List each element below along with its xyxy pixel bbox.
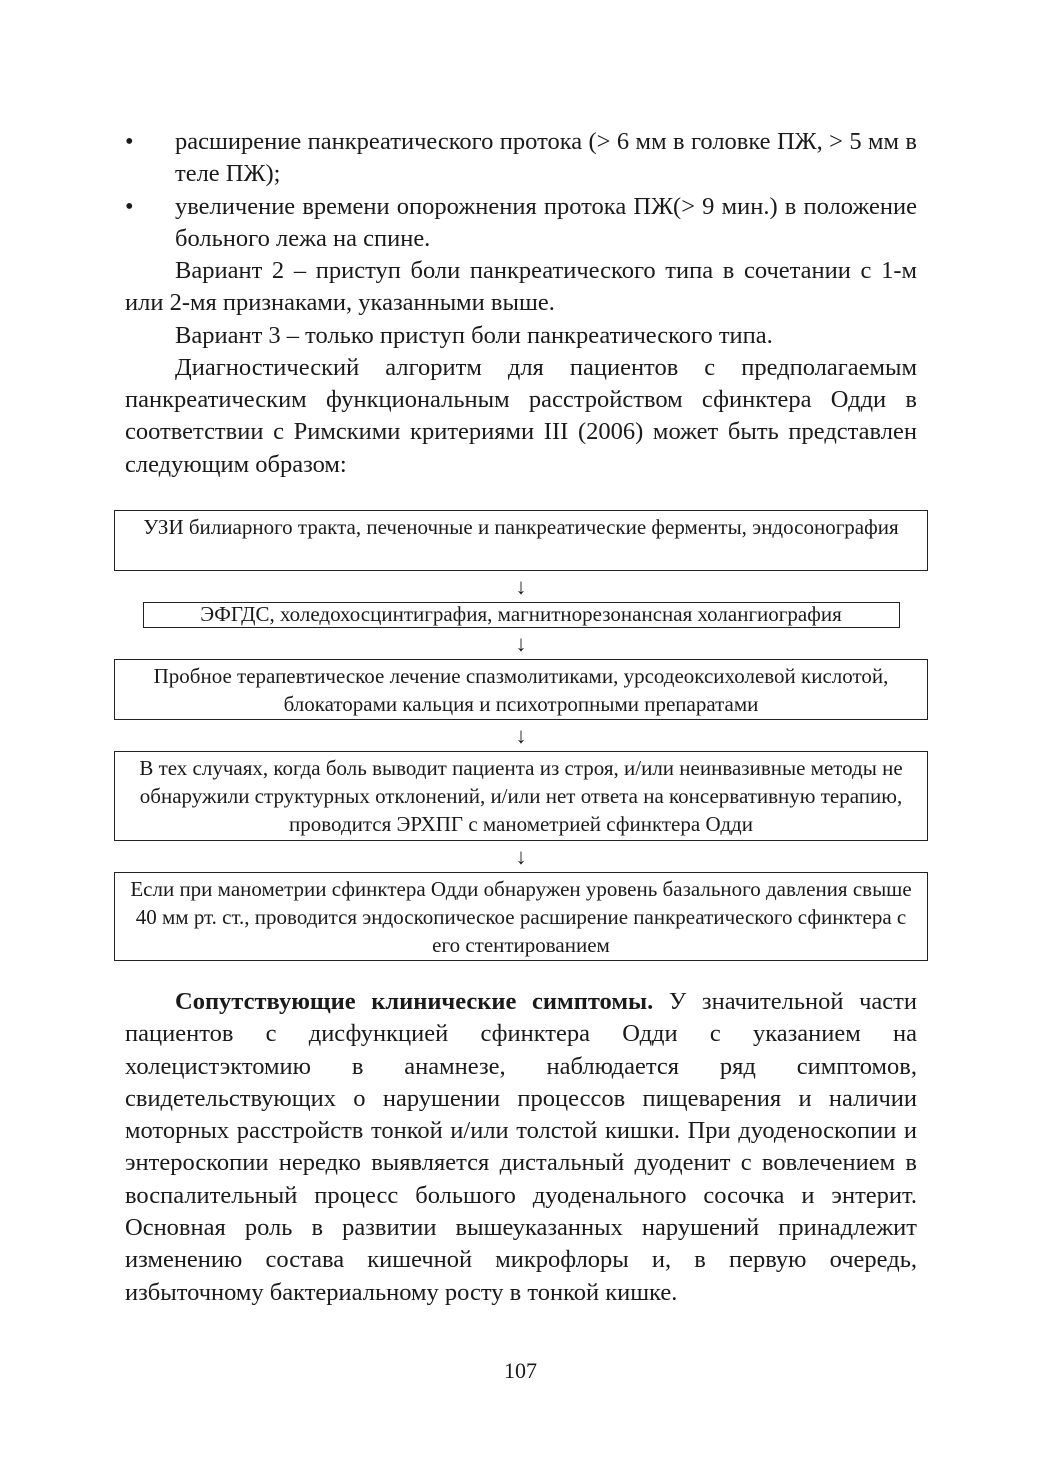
section-body: У значительной части пациентов с дисфункцией сфинктера Одди с указанием на холецистэктомию в анамнезе, наблюдается ряд симптомов, свидетельствующих о нарушении процессов пищеварения и наличии моторных расстройств тонкой и/или толстой кишки. При дуоденоскопии и энтероскопии нередко выявляется дистальный дуоденит с вовлечением в воспалительный процесс большого дуоденального сосочка и энтерит. Основная роль в развитии вышеуказанных нарушений принадлежит изменению состава кишечной микрофлоры и, в первую очередь, избыточному бактериальному росту в тонкой кишке.	[125, 988, 917, 1306]
criteria-bullet-list	[125, 126, 917, 255]
down-arrow-icon: ↓	[515, 723, 527, 748]
down-arrow-icon: ↓	[515, 631, 527, 656]
paragraph-algorithm-intro: Диагностический алгоритм для пациентов с предполагаемым панкреатическим функциональным расстройством сфинктера Одди в соответствии с Римскими критериями III (2006) может быть представлен следующим образом:	[125, 353, 917, 478]
bullet-item-emptying-time	[125, 191, 917, 256]
bullet-text: расширение панкреатического протока (> 6 мм в головке ПЖ, > 5 мм в теле ПЖ);	[175, 128, 917, 188]
bullet-item-duct-dilation	[125, 126, 917, 191]
down-arrow-icon: ↓	[515, 844, 527, 869]
down-arrow-icon: ↓	[515, 574, 527, 599]
page-number: 107	[504, 1358, 537, 1383]
diagnostic-flowchart	[114, 510, 928, 961]
bullet-icon: •	[125, 192, 134, 220]
paragraph-variant-2: Вариант 2 – приступ боли панкреатического типа в сочетании с 1-м или 2-мя признаками, указанными выше.	[125, 257, 917, 317]
flow-step-trial-treatment: Пробное терапевтическое лечение спазмолитиками, урсодеоксихолевой кислотой, блокаторами кальция и психотропными препаратами	[114, 659, 928, 720]
bullet-icon: •	[125, 128, 134, 155]
paragraph-concomitant-symptoms	[125, 986, 917, 1309]
closing-section	[125, 986, 917, 1309]
flow-step-ercp: В тех случаях, когда боль выводит пациента из строя, и/или неинвазивные методы не обнаружили структурных отклонений, и/или нет ответа на консервативную терапию, проводится ЭРХПГ с манометрией сфинктера Одди	[114, 751, 928, 841]
flow-step-sphincterotomy: Если при манометрии сфинктера Одди обнаружен уровень базального давления свыше 40 мм рт. ст., проводится эндоскопическое расширение панкреатического сфинктера с его стентированием	[114, 872, 928, 961]
flow-step-ultrasound: УЗИ билиарного тракта, печеночные и панкреатические ферменты, эндосонография	[114, 510, 928, 571]
bullet-text: увеличение времени опорожнения протока ПЖ(> 9 мин.) в положение больного лежа на спине.	[175, 192, 917, 252]
intro-paragraphs	[125, 255, 917, 481]
flow-step-egds: ЭФГДС, холедохосцинтиграфия, магнитнорезонансная холангиография	[143, 602, 900, 628]
section-heading: Сопутствующие клинические симптомы.	[175, 988, 654, 1015]
paragraph-variant-3: Вариант 3 – только приступ боли панкреатического типа.	[175, 321, 773, 349]
